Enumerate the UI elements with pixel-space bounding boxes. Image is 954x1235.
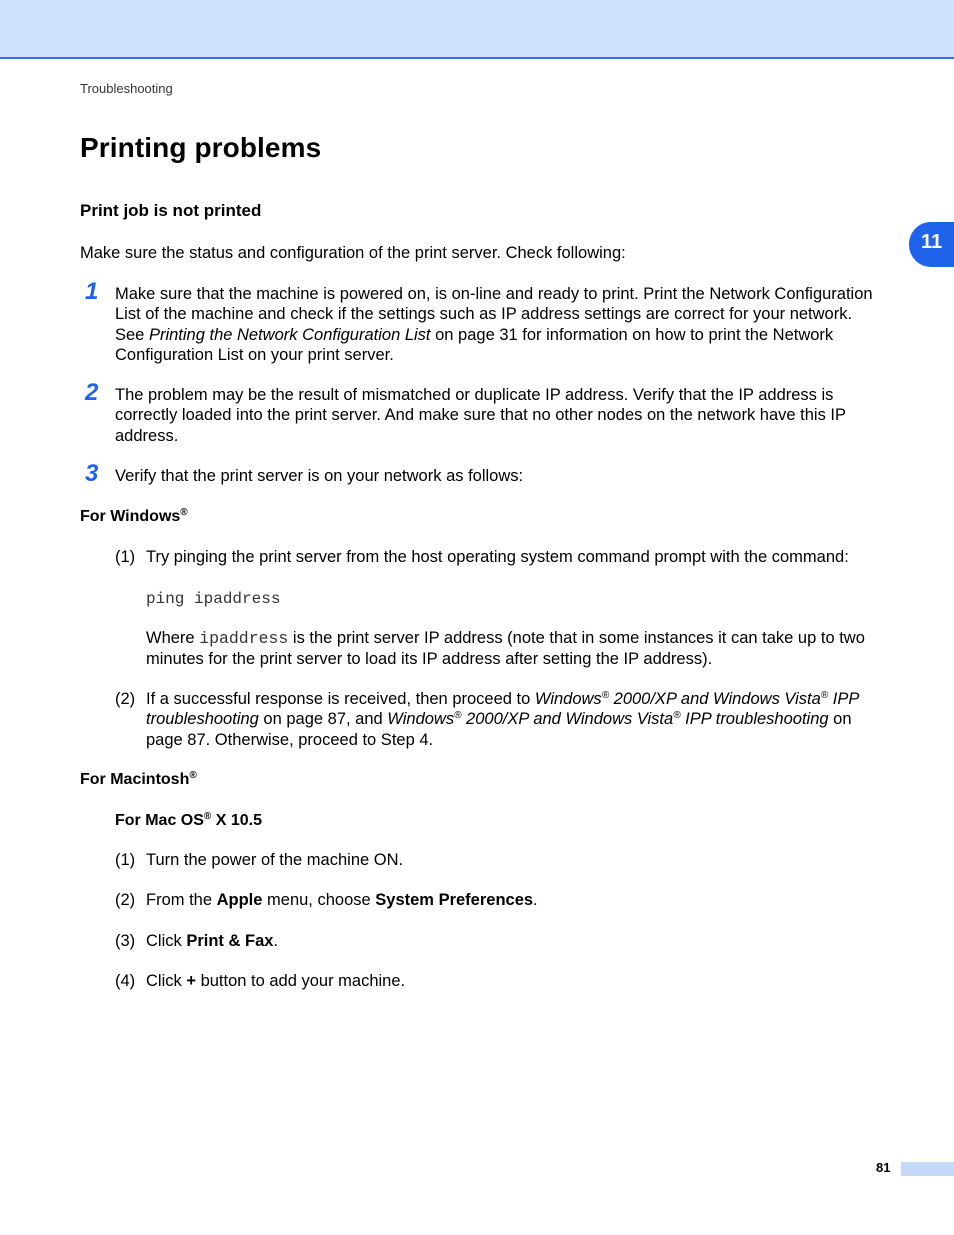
windows-heading-text: For Windows — [80, 508, 181, 525]
chapter-tab — [909, 222, 954, 267]
step-2-line-2: correctly loaded into the print server. And make sure that no other nodes on the network have this IP — [115, 406, 847, 425]
mac-item-3-pre: Click — [146, 932, 187, 950]
link-1-troubleshooting[interactable]: troubleshooting — [146, 710, 259, 729]
mac-os-heading — [115, 812, 262, 830]
windows-heading — [80, 508, 188, 526]
windows-item-2-text — [146, 689, 906, 750]
step-number-2: 2 — [85, 379, 99, 406]
mac-item-2-number: (2) — [115, 891, 136, 909]
windows-item-2-line-2 — [146, 709, 906, 729]
link-1-ipp: IPP — [828, 690, 860, 708]
page-number-bar — [901, 1162, 954, 1176]
registered-mark: ® — [180, 507, 188, 518]
item-2-on: on — [828, 710, 852, 729]
registered-mark: ® — [189, 770, 197, 781]
step-number-3: 3 — [85, 460, 99, 487]
macintosh-heading — [80, 771, 197, 789]
ipp-troubleshooting-link-1[interactable] — [535, 690, 859, 708]
where-pre: Where — [146, 629, 200, 647]
step-2-line-1: The problem may be the result of mismatched or duplicate IP address. Verify that the IP address is — [115, 386, 834, 404]
windows-item-1-text: Try pinging the print server from the host operating system command prompt with the command: — [146, 548, 849, 566]
step-1-line-2: List of the machine and check if the settings such as IP address settings are correct for your network. — [115, 305, 853, 324]
step-3-text: Verify that the print server is on your network as follows: — [115, 467, 524, 485]
mac-item-4-number: (4) — [115, 972, 136, 990]
system-preferences-label: System Preferences — [375, 891, 534, 909]
breadcrumb: Troubleshooting — [80, 81, 173, 96]
item-2-pre: If a successful response is received, then proceed to — [146, 690, 535, 708]
ipaddress-code: ipaddress — [199, 629, 289, 648]
mac-item-4-pre: Click — [146, 972, 187, 990]
page-title: Printing problems — [80, 132, 322, 163]
network-config-list-link[interactable]: Printing the Network Configuration List — [148, 325, 431, 344]
step-number-1: 1 — [85, 278, 99, 305]
macintosh-heading-text: For Macintosh — [80, 771, 190, 788]
mac-item-4-post: button to add your machine. — [195, 972, 406, 990]
where-post: is the print server IP address (note that in some instances it can take up to two — [288, 629, 865, 647]
link-2-vista: 2000/XP and Windows Vista — [461, 710, 674, 729]
registered-mark: ® — [601, 690, 610, 701]
step-1-text — [115, 284, 895, 365]
mac-item-1-number: (1) — [115, 851, 136, 869]
mac-item-2-post: . — [533, 891, 538, 909]
mac-item-2-text — [146, 890, 538, 910]
page-number: 81 — [876, 1160, 891, 1175]
step-1-line-3-rest: on page 31 for information on how to print the Network — [430, 325, 834, 344]
mac-os-heading-pre: For Mac OS — [115, 812, 204, 829]
registered-mark: ® — [673, 710, 681, 722]
windows-item-2-number: (2) — [115, 690, 136, 708]
windows-item-2-line-1 — [146, 689, 906, 709]
ping-command: ping ipaddress — [146, 590, 281, 608]
link-2-ipp: IPP troubleshooting — [680, 710, 829, 729]
link-1-windows: Windows — [534, 690, 602, 708]
mac-item-3-number: (3) — [115, 932, 136, 950]
mac-item-2-pre: From the — [146, 891, 217, 909]
where-line-1 — [146, 628, 906, 649]
where-paragraph — [146, 628, 906, 670]
intro-text: Make sure the status and configuration of the print server. Check following: — [80, 244, 626, 262]
chapter-number: 11 — [921, 231, 943, 253]
step-1-line-3 — [115, 325, 895, 345]
print-fax-label: Print & Fax — [186, 932, 274, 950]
mac-item-1-text: Turn the power of the machine ON. — [146, 851, 404, 869]
registered-mark: ® — [820, 690, 829, 701]
registered-mark: ® — [203, 811, 212, 822]
mac-os-heading-post: X 10.5 — [211, 812, 262, 829]
mac-item-3-text — [146, 931, 278, 951]
ipp-troubleshooting-link-2[interactable] — [387, 710, 828, 728]
mac-item-2-mid: menu, choose — [262, 891, 376, 909]
registered-mark: ® — [454, 710, 462, 722]
step-2-line-3: address. — [115, 426, 179, 445]
plus-button-label: + — [186, 972, 196, 990]
top-header-band — [0, 0, 954, 59]
item-2-mid: on page 87, and — [258, 710, 388, 729]
step-1-see: See — [115, 325, 149, 344]
link-2-windows: Windows — [387, 710, 455, 729]
mac-item-4-text — [146, 971, 405, 991]
step-1-line-1: Make sure that the machine is powered on, is on-line and ready to print. Print the Network Configuration — [115, 285, 873, 303]
mac-item-3-post: . — [273, 932, 279, 950]
step-1-line-4: Configuration List on your print server. — [115, 345, 394, 364]
section-title: Print job is not printed — [80, 201, 262, 220]
step-2-text — [115, 385, 895, 446]
windows-item-2-line-3: page 87. Otherwise, proceed to Step 4. — [146, 730, 434, 749]
link-1-vista: 2000/XP and Windows Vista — [609, 690, 821, 708]
where-line-2: minutes for the print server to load its IP address after setting the IP address). — [146, 650, 713, 669]
apple-menu-label: Apple — [216, 891, 263, 909]
windows-item-1-number: (1) — [115, 548, 136, 566]
